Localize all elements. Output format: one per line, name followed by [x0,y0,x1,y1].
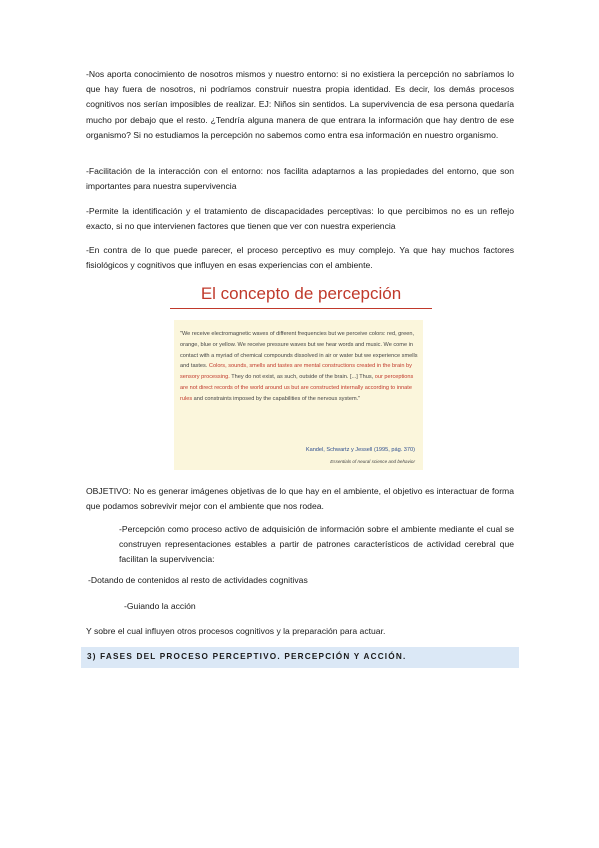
paragraph-objective: OBJETIVO: No es generar imágenes objetivas de lo que hay en el ambiente, el objetivo es interactuar de forma que podamos sobrevivir mejor con el ambiente que nos rodea. [86,486,514,512]
quote-highlight: Colors, sounds, smells and tastes are mental constructions created in the brain by sensory processing. [180,363,412,381]
quote-box [174,320,423,470]
slide-divider [170,308,432,309]
paragraph-interaction: -Facilitación de la interacción con el entorno: nos facilita adaptarnos a las propiedades del entorno, que son importantes para nuestra supervivencia [86,166,514,192]
quote-segment: and constraints imposed by the capabilities of the nervous system." [192,395,361,402]
slide-title: El concepto de percepción [200,284,402,303]
paragraph-active-process: -Percepción como proceso activo de adquisición de información sobre el ambiente mediante el cual se construyen representaciones estables a partir de patrones característicos de actividad cerebral que facilitan la supervivencia: [119,524,514,565]
section-header [81,647,519,668]
list-item-contents: -Dotando de contenidos al resto de actividades cognitivas [88,575,308,585]
embedded-slide [170,282,432,474]
quote-highlight: our perceptions are not direct records of the world around us but are constructed internally according to innate rules [180,374,414,402]
paragraph-disabilities: -Permite la identificación y el tratamiento de discapacidades perceptivas: lo que percibimos no es un reflejo exacto, si no que intervienen factores que tienen que ver con nuestra experiencia [86,206,514,232]
list-item-guiding: -Guiando la acción [124,601,196,611]
quote-segment: They do not exist, as such, outside of the brain. [...] Thus, [229,374,375,381]
quote-text [180,329,418,405]
section-title: 3) FASES DEL PROCESO PERCEPTIVO. PERCEPCIÓN Y ACCIÓN. [87,652,407,661]
paragraph-knowledge: -Nos aporta conocimiento de nosotros mismos y nuestro entorno: si no existiera la percepción no sabríamos lo que hay fuera de nosotros, ni podríamos construir nuestra propia identidad. Es decir, los demás procesos cognitivos nos serían imposibles de realizar. EJ: Niños sin sentidos. La supervivencia de esa persona quedaría mucho por debajo que el resto. ¿Tendría alguna manera de que entrara la información que hay dentro de ese organismo? Si no estudiamos la percepción no sabemos como entra esa información en nuestro organismo. [86,69,514,140]
paragraph-complexity: -En contra de lo que puede parecer, el proceso perceptivo es muy complejo. Ya que hay muchos factores fisiológicos y cognitivos que influyen en esas experiencias con el ambiente. [86,245,514,271]
quote-segment: "We receive electromagnetic waves of different frequencies but we perceive colors: red, green, orange, blue or yellow. We receive pressure waves but we hear words and music. We come in contact with a myriad of chemical compounds dissolved in air or water but we experience smells and tastes. [180,331,418,370]
quote-citation: Kandel, Schwartz y Jessell (1995, pág. 370) [305,447,415,453]
quote-source: Essentials of neural science and behavior [330,459,415,464]
paragraph-influence: Y sobre el cual influyen otros procesos cognitivos y la preparación para actuar. [86,626,386,636]
